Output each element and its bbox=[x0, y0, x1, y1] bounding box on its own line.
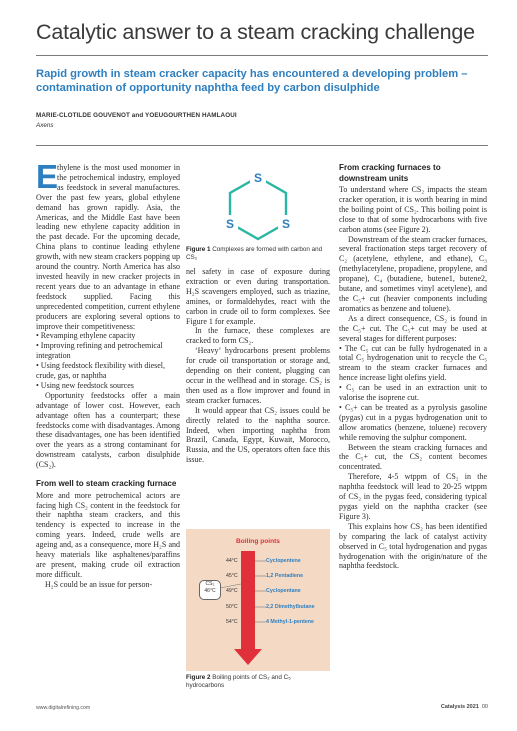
bp-compound: Cyclopentane bbox=[266, 588, 301, 594]
bullet-item: • C₅ can be used in an extraction unit to valorise the isoprene cut. bbox=[339, 383, 487, 403]
page-number: 00 bbox=[481, 704, 488, 710]
section-heading: From well to steam cracking furnace bbox=[36, 479, 177, 489]
article-lead: Rapid growth in steam cracker capacity has encountered a developing problem – contamination of opportunity naphtha feed by carbon disulphide bbox=[36, 68, 468, 94]
cs2-callout bbox=[199, 580, 221, 600]
paragraph: H₂S could be an issue for person- bbox=[45, 579, 153, 589]
caption-label: Figure 2 bbox=[186, 674, 211, 681]
sulphur-atom: S bbox=[225, 217, 235, 231]
bp-compound: 4 Methyl-1-pentene bbox=[266, 619, 314, 625]
column-1 bbox=[36, 158, 180, 590]
bp-temp: 45°C bbox=[226, 573, 238, 579]
bullet-item: • C₅+ can be treated as a pyrolysis gasoline (pygas) cut in a pygas hydrogenation unit to allow aromatics (benzene, toluene) recovery while removing the sulphur component. bbox=[339, 402, 487, 442]
figure-1-caption bbox=[186, 246, 326, 262]
temperature-arrow-icon bbox=[186, 529, 330, 671]
cs2-label: CS₂ bbox=[205, 581, 215, 587]
bullet-item: • The C₅ cut can be fully hydrogenated in a total C₅ hydrogenation unit to recycle the C₅ stream to the steam cracker furnaces and hence increase light olefins yield. bbox=[339, 343, 487, 383]
sulphur-atom: S bbox=[281, 217, 291, 231]
paragraph: Opportunity feedstocks offer a main advantage of lower cost. However, each advantage often has a counterpart; these feedstocks come with disadvantages. Among these disadvantages, one has been identified over the years as a strong contaminant for downstream catalysts, carbon disulphide (CS₂). bbox=[36, 390, 180, 470]
intro-paragraph bbox=[36, 158, 180, 331]
column-3 bbox=[339, 161, 487, 571]
figure-1-diagram bbox=[186, 163, 330, 245]
bp-temp: 44°C bbox=[226, 558, 238, 564]
figure-2-title: Boiling points bbox=[236, 538, 280, 545]
article-title: Catalytic answer to a steam cracking challenge bbox=[36, 20, 475, 44]
paragraph: More and more petrochemical actors are facing high CS₂ content in the feedstock for their naphtha steam crackers, and this tendency is expected to increase in the coming years. Indeed, crude wells are ageing and, as a consequence, more H₂S and heavy materials like asphaltenes/paraffins are present, making crude oil extraction more difficult. bbox=[36, 490, 180, 579]
bp-compound: 2,2 Dimethylbutane bbox=[266, 604, 315, 610]
bullet-item: • Revamping ethylene capacity bbox=[36, 331, 136, 341]
cs2-temp: 46°C bbox=[204, 588, 216, 594]
sulphur-atom: S bbox=[253, 171, 263, 185]
bullet-item: • Using feedstock flexibility with diesel, crude, gas, or naphtha bbox=[36, 361, 165, 381]
bp-compound: 1,2 Pentadiene bbox=[266, 573, 304, 579]
dithiane-ring-icon bbox=[186, 163, 330, 245]
header-rule bbox=[36, 145, 488, 146]
paragraph: It would appear that CS₂ issues could be directly related to the naphtha source. Indeed, when importing naphtha from Brazil, Canada, Egypt, Kuwait, Morocco, Russia, and the US, operators often face this issue. bbox=[186, 405, 330, 465]
section-heading: From cracking furnaces to downstream units bbox=[339, 163, 441, 183]
footer-issue bbox=[441, 704, 488, 710]
arrow-head bbox=[234, 649, 262, 665]
intro-text: thylene is the most used monomer in the petrochemical industry, employed as feedstock in several manufactures. Over the past few years, global ethylene demand has grown rapidly. Asia, the Americas, and the Middle East have been leading new ethylene capacity addition in the past decade. For the upcoming decade, China plans to continue leading ethylene growth, with new steam crackers popping up around the country. North America has also invested heavily in new cracker projects in recent years due to an advantage in ethane feedstock supplied. Facing this unprecedented competition, current ethylene producers are exploring several options to improve their competitiveness: bbox=[36, 163, 180, 331]
author-affiliation: Axens bbox=[36, 122, 54, 129]
caption-text: Boiling points of CS₂ and C₅ hydrocarbons bbox=[186, 674, 291, 689]
paragraph: As a direct consequence, CS₂ is found in the C₅+ cut. The C₅+ cut may be used at several stages for different purposes: bbox=[339, 313, 487, 343]
bp-temp: 49°C bbox=[226, 588, 238, 594]
paragraph: nel safety in case of exposure during extraction or even during transportation. H₂S scavengers employed, such as triazine, amines, or formaldehydes, react with the carbon in crude oil to form complexes. See Figure 1 for example. bbox=[186, 267, 330, 326]
figure-2-boiling-points bbox=[186, 529, 330, 671]
figure-2-caption bbox=[186, 674, 326, 690]
paragraph: Between the steam cracking furnaces and the C₅+ cut, the CS₂ content becomes concentrated. bbox=[339, 442, 487, 472]
paragraph: In the furnace, these complexes are cracked to form CS₂. bbox=[186, 326, 330, 346]
caption-text: Complexes are formed with carbon and CS₂ bbox=[186, 246, 323, 261]
paragraph: ‘Heavy’ hydrocarbons present problems for crude oil transportation or storage and, depending on their content, plugging can occur in the wellhead and in storage. CS₂ is then used as a flow improver and found in steam cracker furnaces. bbox=[186, 346, 330, 405]
column-2 bbox=[186, 267, 330, 465]
title-rule bbox=[36, 55, 488, 56]
paragraph: Therefore, 4-5 wtppm of CS₂ in the naphtha feedstock will lead to 20-25 wtppm of CS₂ in the pygas feed, considering typical pygas yield on the naphtha cracker (see Figure 3). bbox=[339, 472, 487, 521]
paragraph: This explains how CS₂ has been identified by comparing the lack of catalyst activity observed in C₅ total hydrogenation and pygas hydrogenation with the origin/nature of the naphtha feedstock. bbox=[339, 521, 487, 571]
paragraph: Downstream of the steam cracker furnaces, several fractionation steps target recovery of C₂ (acetylene, ethylene, and ethane), C₃ (methylacetylene, propadiene, propylene, and propane), C₄ (butadiene, butene1, butene2, butane, and sometimes vinyl acetylene), and the C₅+ cut (heavier components including aromatics as benzene and toluene). bbox=[339, 234, 487, 313]
arrow-shaft bbox=[241, 551, 255, 651]
bp-compound: Cyclopentene bbox=[266, 558, 301, 564]
footer-url: www.digitalrefining.com bbox=[36, 705, 91, 711]
bp-temp: 50°C bbox=[226, 604, 238, 610]
caption-label: Figure 1 bbox=[186, 246, 211, 253]
paragraph: To understand where CS₂ impacts the steam cracker operation, it is worth bearing in mind the boiling point of CS₂. This boiling point is close to that of some hydrocarbons with five carbon atoms (see Figure 2). bbox=[339, 185, 487, 234]
bp-temp: 54°C bbox=[226, 619, 238, 625]
ring-bonds bbox=[230, 177, 286, 239]
drop-cap: E bbox=[36, 158, 59, 195]
bullet-item: • Using new feedstock sources bbox=[36, 380, 134, 390]
issue-label: Catalysis 2021 bbox=[440, 704, 479, 710]
article-authors: MARIE-CLOTILDE GOUVENOT and YOEUGOURTHEN HAMLAOUI bbox=[36, 112, 237, 119]
bullet-item: • Improving refining and petrochemical integration bbox=[36, 341, 163, 361]
